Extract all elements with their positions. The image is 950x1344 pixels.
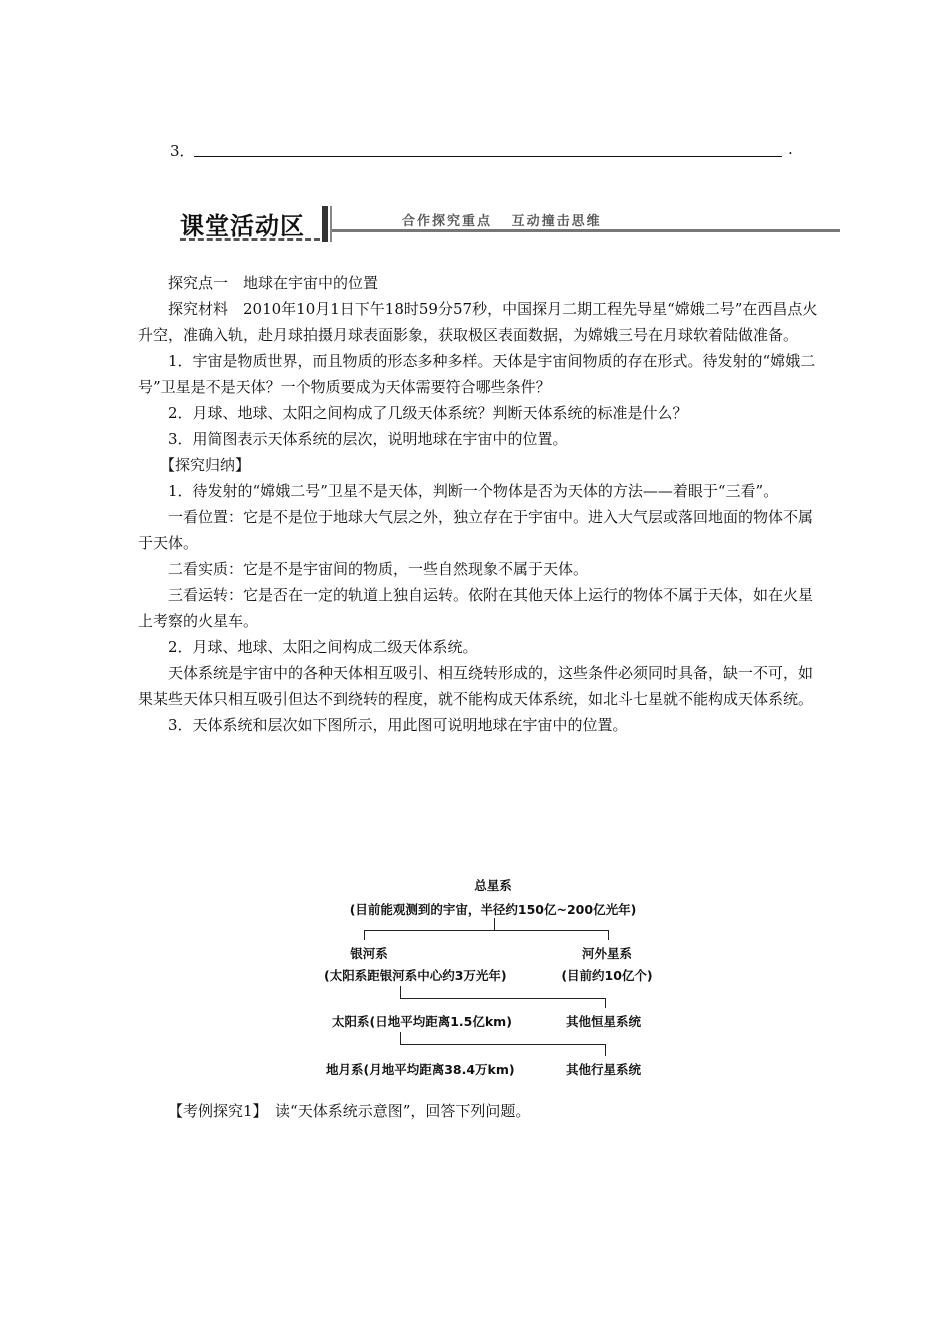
question-2: 2．月球、地球、太阳之间构成了几级天体系统？判断天体系统的标准是什么？	[168, 404, 688, 422]
example-question	[168, 1098, 818, 1124]
node-other-planet-systems: 其他行星系统	[566, 1062, 642, 1077]
banner-dashed-underline	[180, 238, 320, 241]
connector	[605, 998, 606, 1008]
connector	[494, 918, 495, 930]
connector	[608, 930, 609, 940]
banner-slogan: 合作探究重点 互动撞击思维	[402, 214, 602, 229]
connector	[400, 1044, 606, 1045]
connector	[364, 930, 609, 931]
node-milky-way: 银河系	[350, 946, 388, 961]
banner-title: 课堂活动区	[180, 212, 305, 240]
connector	[364, 930, 365, 940]
material-paragraph: 探究材料 2010年10月1日下午18时59分57秒，中国探月二期工程先导星“嫦娥二号”在西昌点火升空，准确入轨，赴月球拍摄月球表面影象，获取极区表面数据，为嫦娥三号在月球软着陆做准备。	[138, 300, 818, 344]
question-1: 1．宇宙是物质世界，而且物质的形态多种多样。天体是宇宙间物质的存在形式。待发射的“嫦娥二号”卫星是不是天体？一个物质要成为天体需要符合哪些条件？	[138, 352, 816, 396]
summary-2: 2．月球、地球、太阳之间构成二级天体系统。	[168, 638, 478, 656]
connector	[605, 1044, 606, 1056]
question-3: 3．用简图表示天体系统的层次，说明地球在宇宙中的位置。	[168, 430, 568, 448]
banner-divider-bar-thin	[330, 206, 332, 242]
connector	[400, 986, 401, 998]
item-end-mark: .	[788, 140, 793, 158]
connector	[400, 998, 606, 999]
summary-1: 1．待发射的“嫦娥二号”卫星不是天体，判断一个物体是否为天体的方法——着眼于“三看”。	[168, 482, 779, 500]
section-title: 探究点一 地球在宇宙中的位置	[168, 274, 379, 292]
main-text	[138, 270, 820, 738]
node-universe: 总星系	[474, 878, 512, 893]
answer-blank-line[interactable]	[194, 156, 782, 157]
node-other-galaxies-note: (目前约10亿个)	[561, 968, 653, 983]
summary-system-def: 天体系统是宇宙中的各种天体相互吸引、相互绕转形成的，这些条件必须同时具备，缺一不可，如果某些天体只相互吸引但达不到绕转的程度，就不能构成天体系统，如北斗七星就不能构成天体系统。	[138, 664, 814, 708]
summary-substance: 二看实质：它是不是宇宙间的物质，一些自然现象不属于天体。	[168, 560, 589, 578]
node-solar-system: 太阳系(日地平均距离1.5亿km)	[332, 1014, 512, 1029]
item-number: 3．	[170, 142, 195, 160]
node-other-star-systems: 其他恒星系统	[566, 1014, 642, 1029]
connector	[400, 1032, 401, 1044]
node-earth-moon-system: 地月系(月地平均距离38.4万km)	[326, 1062, 515, 1077]
node-universe-note: (目前能观测到的宇宙，半径约150亿~200亿光年)	[349, 902, 637, 917]
section-banner	[176, 204, 840, 244]
summary-orbit: 三看运转：它是否在一定的轨道上独自运转。依附在其他天体上运行的物体不属于天体，如在火星上考察的火星车。	[138, 586, 814, 630]
node-other-galaxies: 河外星系	[581, 946, 632, 961]
node-milky-way-note: (太阳系距银河系中心约3万光年)	[324, 968, 507, 983]
celestial-system-diagram	[318, 870, 668, 1085]
summary-heading: 【探究归纳】	[160, 456, 251, 474]
example-1: 【考例探究1】 读“天体系统示意图”，回答下列问题。	[168, 1102, 531, 1120]
banner-divider-bar	[322, 206, 328, 242]
banner-rule	[332, 229, 840, 232]
summary-3: 3．天体系统和层次如下图所示，用此图可说明地球在宇宙中的位置。	[168, 716, 628, 734]
summary-position: 一看位置：它是不是位于地球大气层之外，独立存在于宇宙中。进入大气层或落回地面的物体不属于天体。	[138, 508, 814, 552]
